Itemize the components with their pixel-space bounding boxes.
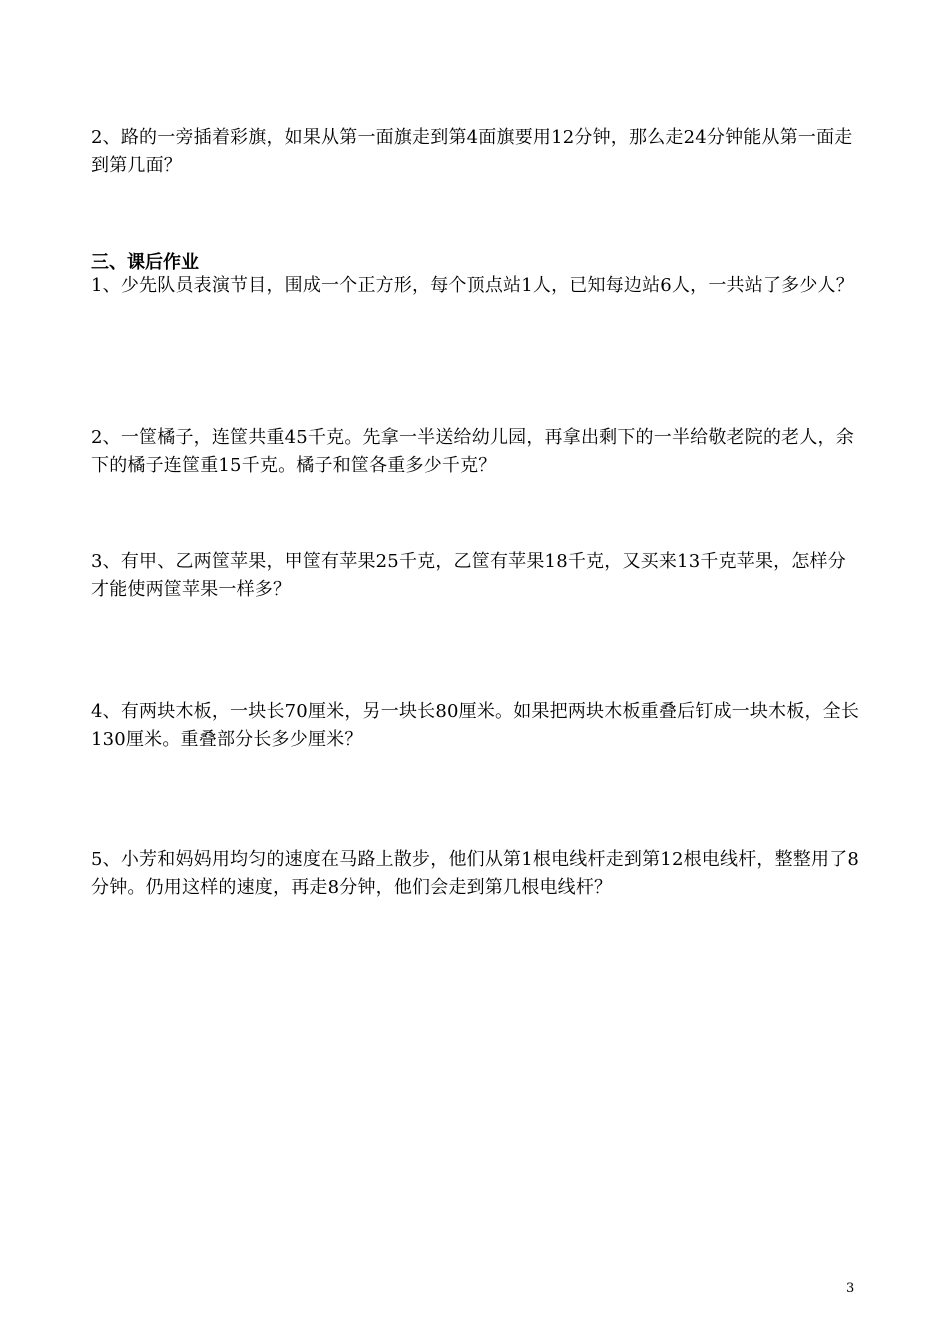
page-number: 3	[846, 1281, 855, 1296]
homework-problem-5: 5、小芳和妈妈用均匀的速度在马路上散步，他们从第1根电线杆走到第12根电线杆，整整用了8分钟。仍用这样的速度，再走8分钟，他们会走到第几根电线杆？	[91, 849, 860, 898]
homework-problem-4: 4、有两块木板，一块长70厘米，另一块长80厘米。如果把两块木板重叠后钉成一块木板，全长130厘米。重叠部分长多少厘米？	[91, 701, 860, 750]
homework-problem-3: 3、有甲、乙两筐苹果，甲筐有苹果25千克，乙筐有苹果18千克，又买来13千克苹果，怎样分才能使两筐苹果一样多？	[91, 551, 846, 600]
homework-problem-1: 1、少先队员表演节目，围成一个正方形，每个顶点站1人，已知每边站6人，一共站了多少人？	[91, 275, 854, 296]
section-heading-homework: 三、课后作业	[91, 252, 199, 273]
homework-problem-2: 2、一筐橘子，连筐共重45千克。先拿一半送给幼儿园，再拿出剩下的一半给敬老院的老人，余下的橘子连筐重15千克。橘子和筐各重多少千克？	[91, 427, 854, 476]
problem-2-flags: 2、路的一旁插着彩旗，如果从第一面旗走到第4面旗要用12分钟，那么走24分钟能从第一面走到第几面？	[91, 127, 853, 176]
